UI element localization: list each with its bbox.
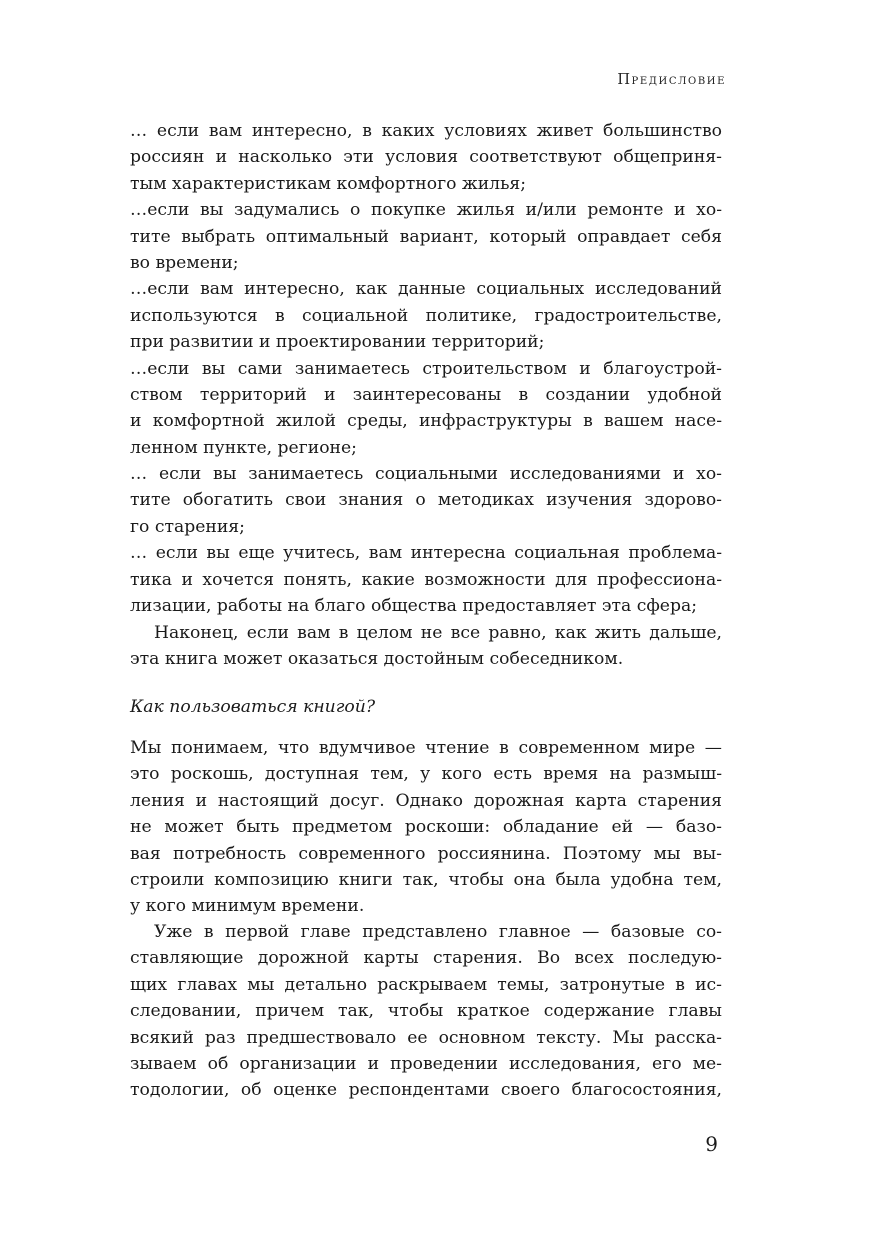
text-line: …если вы сами занимаетесь строительством и благоустрой- [130, 358, 722, 379]
text-line: это роскошь, доступная тем, у кого есть время на размыш- [130, 764, 722, 785]
text-line: у кого минимум времени. [130, 896, 365, 917]
text-line: и комфортной жилой среды, инфраструктуры в вашем насе- [130, 411, 722, 432]
text-line: …если вы задумались о покупке жилья и/или ремонте и хо- [130, 200, 722, 221]
text-line: при развитии и проектировании территорий; [130, 332, 545, 353]
running-head: Предисловие [617, 72, 726, 88]
text-line: … если вы занимаетесь социальными исследованиями и хо- [130, 464, 722, 485]
text-line: Уже в первой главе представлено главное — базовые со- [154, 922, 722, 942]
text-line: Наконец, если вам в целом не все равно, как жить дальше, [154, 623, 722, 643]
text-line: тите обогатить свои знания о методиках изучения здорово- [130, 490, 722, 511]
text-line: тите выбрать оптимальный вариант, который оправдает себя [130, 226, 722, 247]
text-line: щих главах мы детально раскрываем темы, затронутые в ис- [130, 974, 722, 995]
text-line: вая потребность современного россиянина. Поэтому мы вы- [130, 843, 722, 864]
text-line: россиян и насколько эти условия соответствуют общеприня- [130, 147, 722, 168]
text-line: ством территорий и заинтересованы в создании удобной [130, 384, 722, 405]
paragraph-1 [130, 735, 722, 920]
text-line: ленном пункте, регионе; [130, 437, 357, 458]
text-line: эта книга может оказаться достойным собеседником. [130, 649, 624, 670]
page-number: 9 [705, 1132, 718, 1156]
text-line: не может быть предметом роскоши: обладание ей — базо- [130, 817, 722, 838]
text-line: всякий раз предшествовало ее основном тексту. Мы расска- [130, 1027, 722, 1048]
text-line: … если вам интересно, в каких условиях живет большинство [130, 121, 722, 141]
text-line: используются в социальной политике, градостроительстве, [130, 305, 722, 326]
text-line: …если вам интересно, как данные социальных исследований [130, 279, 722, 300]
section-heading: Как пользоваться книгой? [130, 697, 376, 717]
text-line: тодологии, об оценке респондентами своего благосостояния, [130, 1080, 722, 1101]
text-line: во времени; [130, 252, 239, 273]
text-line: зываем об организации и проведении исследования, его ме- [130, 1053, 722, 1074]
text-line: строили композицию книги так, чтобы она была удобна тем, [130, 869, 722, 890]
text-line: лизации, работы на благо общества предоставляет эта сфера; [130, 596, 698, 617]
closing-paragraph [130, 620, 722, 673]
text-line: тика и хочется понять, какие возможности для профессиона- [130, 569, 722, 590]
paragraph-2 [130, 919, 722, 1104]
text-line: Мы понимаем, что вдумчивое чтение в современном мире — [130, 738, 722, 758]
text-line: … если вы еще учитесь, вам интересна социальная проблема- [130, 543, 722, 564]
text-line: тым характеристикам комфортного жилья; [130, 173, 527, 194]
intro-list [130, 118, 722, 619]
text-line: ставляющие дорожной карты старения. Во всех последую- [130, 948, 722, 969]
text-line: следовании, причем так, чтобы краткое содержание главы [130, 1001, 722, 1022]
text-line: ления и настоящий досуг. Однако дорожная карта старения [130, 790, 722, 811]
text-line: го старения; [130, 516, 245, 537]
